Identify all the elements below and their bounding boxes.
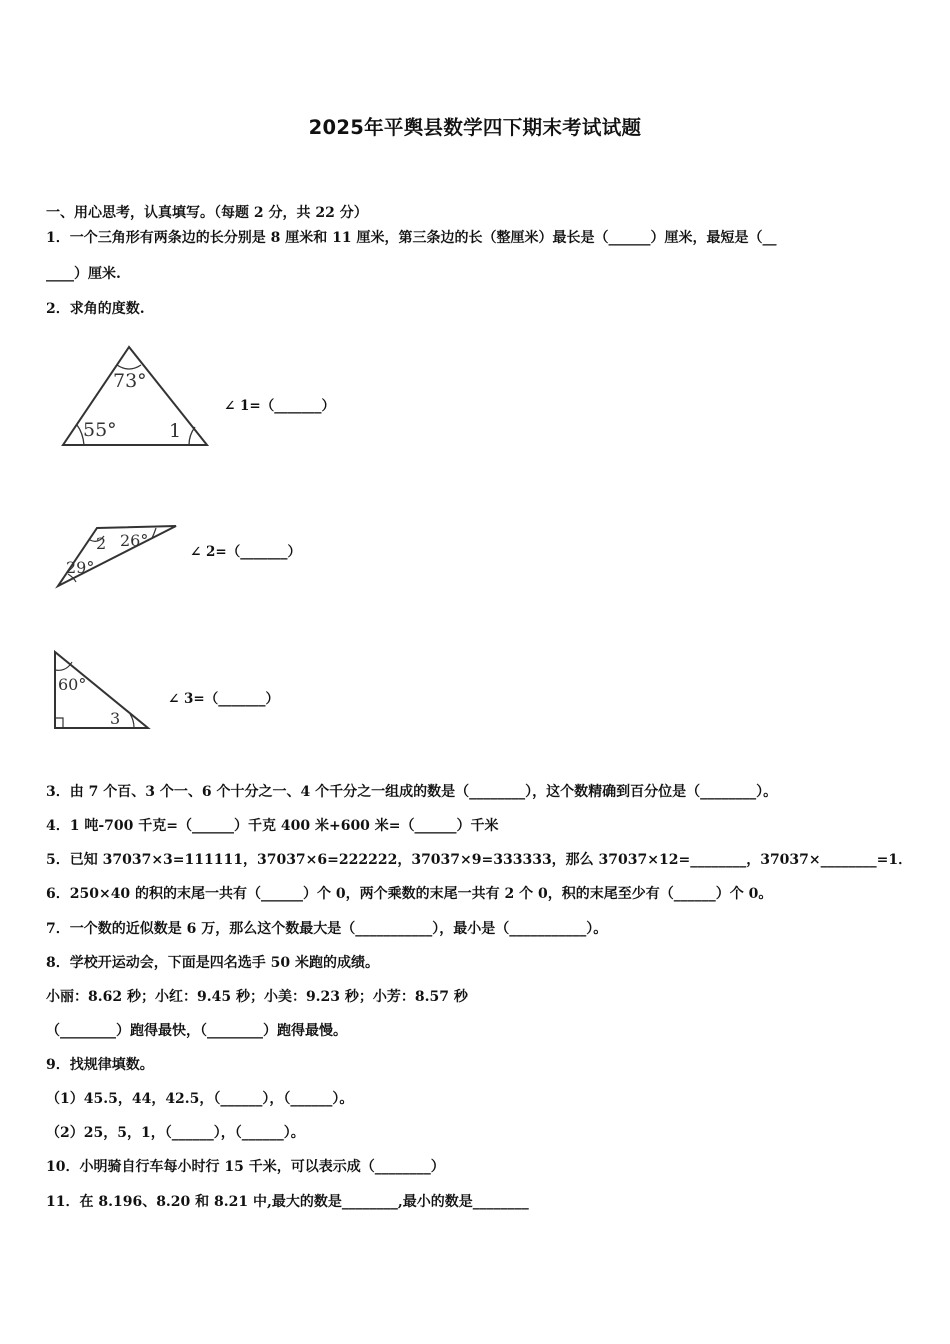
angle-label: 26°: [120, 531, 149, 550]
angle-label: 29°: [66, 558, 95, 577]
question-2-text: 2．求角的度数.: [46, 301, 145, 317]
question-8-results: 小丽：8.62 秒；小红：9.45 秒；小美：9.23 秒；小芳：8.57 秒: [46, 989, 468, 1005]
page-title: 2025年平舆县数学四下期末考试试题: [308, 116, 642, 139]
question-9-text: 9．找规律填数。: [46, 1057, 154, 1073]
question-11: 11．在 8.196、8.20 和 8.21 中,最大的数是________,最小的数是________: [46, 1194, 529, 1210]
question-8-text: 8．学校开运动会，下面是四名选手 50 米跑的成绩。: [46, 955, 379, 971]
question-1-line-1: 1．一个三角形有两条边的长分别是 8 厘米和 11 厘米，第三条边的长（整厘米）最长是（______）厘米，最短是（__: [46, 230, 777, 246]
triangle-figure-2: [52, 522, 182, 594]
angle-label: 3: [110, 709, 121, 728]
question-9-part-2: （2）25，5，1，（______），（______）。: [46, 1125, 305, 1141]
angle-label: 55°: [83, 419, 117, 441]
question-1-line-2: ____）厘米.: [46, 266, 121, 282]
question-6: 6．250×40 的积的末尾一共有（______）个 0，两个乘数的末尾一共有 2 个 0，积的末尾至少有（______）个 0。: [46, 886, 773, 902]
question-9-part-1: （1）45.5，44，42.5，（______），（______）。: [46, 1091, 354, 1107]
triangle-figure-1: [55, 343, 215, 455]
triangle-figure-3: [50, 648, 154, 732]
question-5: 5．已知 37037×3=111111，37037×6=222222，37037×9=333333，那么 37037×12=________，37037×________=1．: [46, 852, 913, 868]
question-8-answer: （________）跑得最快，（________）跑得最慢。: [46, 1023, 347, 1039]
question-10: 10．小明骑自行车每小时行 15 千米，可以表示成（________）: [46, 1159, 445, 1175]
angle-label: 1: [169, 420, 182, 442]
question-4: 4．1 吨-700 千克=（______）千克 400 米+600 米=（______）千米: [46, 818, 499, 834]
angle-label: 2: [96, 534, 107, 553]
question-7: 7．一个数的近似数是 6 万，那么这个数最大是（___________），最小是（___________）。: [46, 921, 608, 937]
angle-2-answer: ∠ 2=（_______）: [190, 544, 301, 560]
question-3: 3．由 7 个百、3 个一、6 个十分之一、4 个千分之一组成的数是（________），这个数精确到百分位是（________）。: [46, 784, 778, 800]
section-heading: 一、用心思考，认真填写。（每题 2 分，共 22 分）: [46, 205, 368, 221]
angle-1-answer: ∠ 1=（_______）: [224, 398, 335, 414]
angle-label: 60°: [58, 675, 87, 694]
angle-3-answer: ∠ 3=（_______）: [168, 691, 279, 707]
angle-label: 73°: [113, 370, 147, 392]
